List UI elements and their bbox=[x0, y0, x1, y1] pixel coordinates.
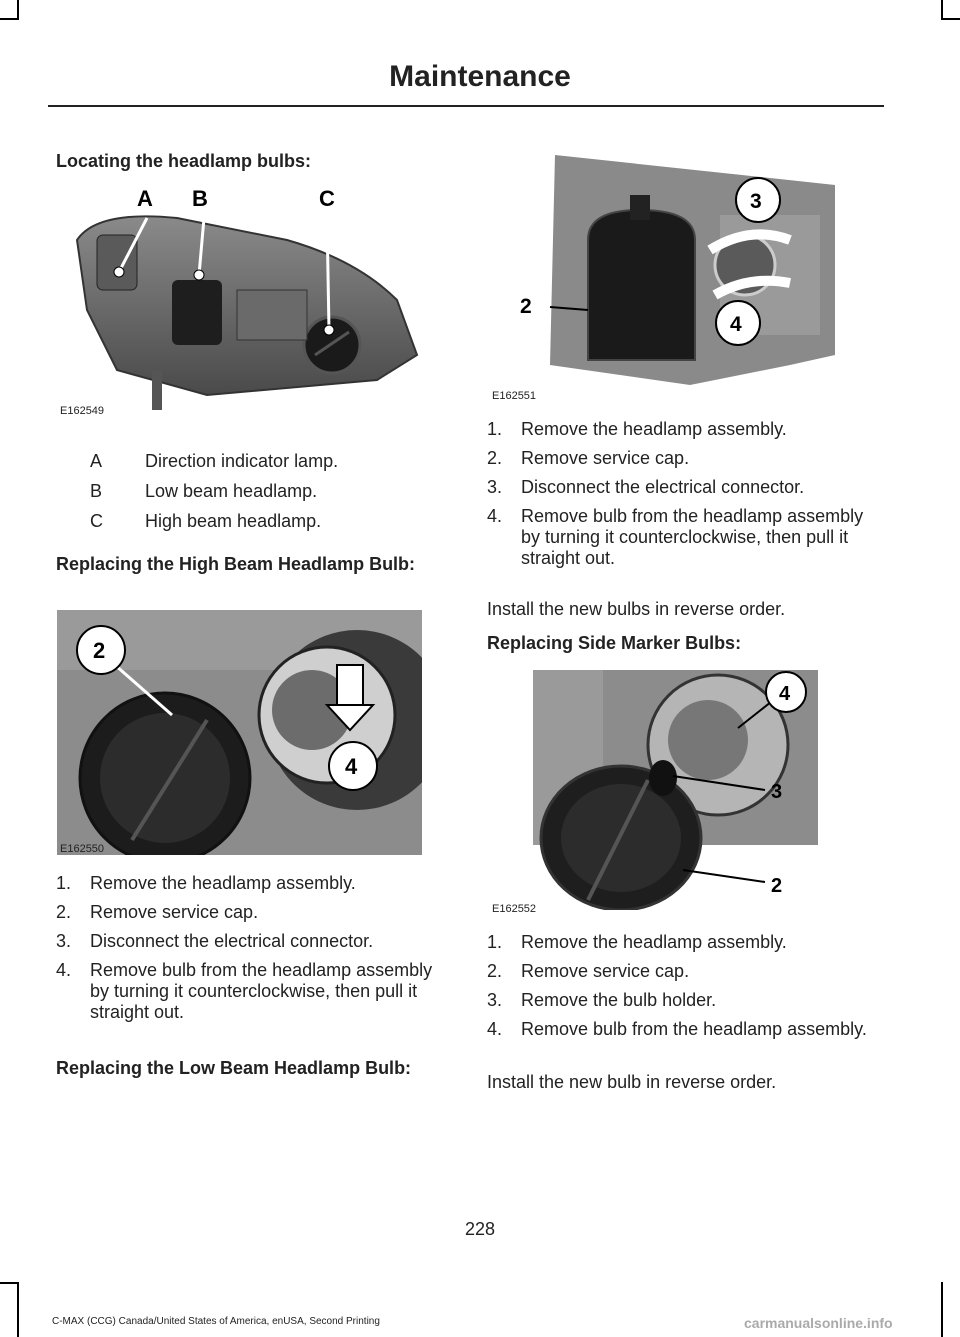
step-item bbox=[487, 419, 887, 440]
step-number: 3. bbox=[56, 931, 72, 951]
callout-a: A bbox=[137, 186, 153, 211]
legend-row bbox=[56, 510, 456, 532]
crop-mark-top-right-h bbox=[941, 18, 960, 20]
step-item bbox=[487, 932, 887, 953]
high-beam-heading: Replacing the High Beam Headlamp Bulb: bbox=[56, 554, 416, 574]
step-number: 2. bbox=[487, 961, 503, 981]
step-number: 1. bbox=[56, 873, 72, 893]
step-text: Disconnect the electrical connector. bbox=[90, 931, 374, 951]
footer-note: C-MAX (CCG) Canada/United States of America, enUSA, Second Printing bbox=[52, 1316, 380, 1327]
legend-key: C bbox=[90, 511, 103, 531]
step-item bbox=[487, 448, 887, 469]
figure-id: E162552 bbox=[492, 903, 537, 915]
step-text: Disconnect the electrical connector. bbox=[521, 477, 805, 497]
step-number: 4. bbox=[56, 960, 72, 980]
low-beam-install-note: Install the new bulbs in reverse order. bbox=[487, 599, 786, 619]
step-number: 3. bbox=[487, 990, 503, 1010]
crop-mark-bottom-left-v bbox=[17, 1282, 19, 1337]
step-number: 3. bbox=[487, 477, 503, 497]
page-title: Maintenance bbox=[389, 60, 571, 93]
high-beam-illustration bbox=[57, 610, 422, 855]
locating-heading: Locating the headlamp bulbs: bbox=[56, 151, 312, 171]
legend-key: B bbox=[90, 481, 103, 501]
step-item bbox=[487, 961, 887, 982]
step-item bbox=[56, 902, 446, 923]
step-item bbox=[56, 960, 446, 1023]
step-item bbox=[487, 477, 887, 498]
crop-mark-top-left-h bbox=[0, 18, 19, 20]
step-text: Remove the headlamp assembly. bbox=[521, 932, 787, 952]
side-marker-install-note: Install the new bulb in reverse order. bbox=[487, 1072, 777, 1092]
callout-2: 2 bbox=[520, 295, 532, 318]
step-text: Remove service cap. bbox=[521, 448, 690, 468]
legend-text: High beam headlamp. bbox=[145, 511, 322, 531]
crop-mark-bottom-left-h bbox=[0, 1282, 19, 1284]
step-text: Remove the headlamp assembly. bbox=[90, 873, 356, 893]
step-item bbox=[487, 990, 887, 1011]
high-beam-steps bbox=[56, 873, 446, 1031]
figure-id: E162551 bbox=[492, 390, 537, 402]
step-text: Remove bulb from the headlamp assembly. bbox=[521, 1019, 867, 1039]
legend-text: Direction indicator lamp. bbox=[145, 451, 339, 471]
low-beam-steps bbox=[487, 419, 887, 577]
low-beam-heading: Replacing the Low Beam Headlamp Bulb: bbox=[56, 1058, 412, 1078]
legend-key: A bbox=[90, 451, 103, 471]
callout-3: 3 bbox=[771, 781, 783, 803]
callout-b: B bbox=[192, 186, 208, 211]
step-number: 1. bbox=[487, 932, 503, 952]
step-text: Remove service cap. bbox=[90, 902, 259, 922]
low-beam-illustration bbox=[490, 155, 835, 385]
crop-mark-top-right-v bbox=[941, 0, 943, 20]
step-number: 2. bbox=[56, 902, 72, 922]
step-text: Remove bulb from the headlamp assembly by turning it counterclockwise, then pull it straight out. bbox=[521, 506, 864, 568]
legend-text: Low beam headlamp. bbox=[145, 481, 318, 501]
side-marker-steps bbox=[487, 932, 887, 1048]
crop-mark-top-left-v bbox=[17, 0, 19, 20]
legend-row bbox=[56, 480, 456, 502]
side-marker-illustration bbox=[533, 670, 818, 910]
step-number: 4. bbox=[487, 506, 503, 526]
step-item bbox=[487, 1019, 887, 1040]
callout-3: 3 bbox=[750, 190, 762, 213]
crop-mark-bottom-right-v bbox=[941, 1282, 943, 1337]
step-number: 2. bbox=[487, 448, 503, 468]
figure-id: E162549 bbox=[60, 405, 105, 417]
step-text: Remove the headlamp assembly. bbox=[521, 419, 787, 439]
watermark: carmanualsonline.info bbox=[744, 1315, 893, 1331]
step-item bbox=[487, 506, 887, 569]
side-marker-heading: Replacing Side Marker Bulbs: bbox=[487, 633, 742, 653]
callout-4: 4 bbox=[779, 683, 791, 705]
step-text: Remove bulb from the headlamp assembly by turning it counterclockwise, then pull it straight out. bbox=[90, 960, 433, 1022]
step-item bbox=[56, 931, 446, 952]
bulb-legend bbox=[56, 450, 456, 540]
step-number: 1. bbox=[487, 419, 503, 439]
headlamp-illustration bbox=[57, 180, 427, 425]
legend-row bbox=[56, 450, 456, 472]
callout-2: 2 bbox=[93, 638, 106, 663]
figure-low-beam bbox=[490, 155, 835, 385]
step-number: 4. bbox=[487, 1019, 503, 1039]
step-text: Remove the bulb holder. bbox=[521, 990, 717, 1010]
figure-side-marker bbox=[533, 670, 818, 910]
step-text: Remove service cap. bbox=[521, 961, 690, 981]
callout-4: 4 bbox=[730, 313, 742, 336]
callout-2: 2 bbox=[771, 875, 783, 897]
step-item bbox=[56, 873, 446, 894]
page-number: 228 bbox=[464, 1219, 496, 1239]
callout-4: 4 bbox=[345, 754, 358, 779]
figure-id: E162550 bbox=[60, 843, 105, 855]
figure-high-beam bbox=[57, 610, 422, 855]
figure-headlamp-locations bbox=[57, 180, 427, 425]
header-rule bbox=[48, 105, 884, 107]
callout-c: C bbox=[319, 186, 335, 211]
